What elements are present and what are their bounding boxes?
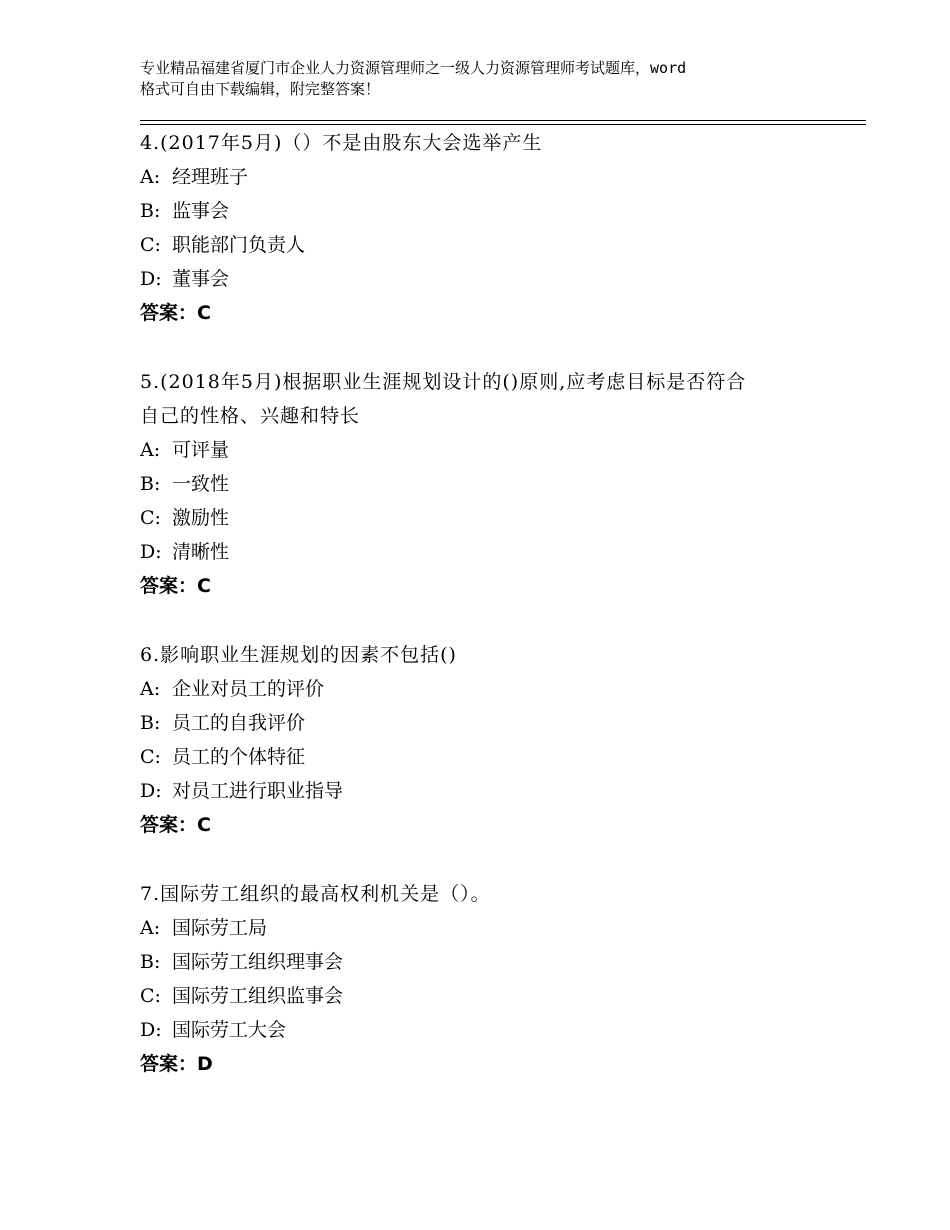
option-c: C: 员工的个体特征 xyxy=(140,746,306,768)
option-d: D: 国际劳工大会 xyxy=(140,1019,287,1041)
question-5 xyxy=(140,365,830,603)
answer: 答案：D xyxy=(140,1053,213,1075)
document-header xyxy=(140,58,840,100)
option-d: D: 董事会 xyxy=(140,268,230,290)
question-6 xyxy=(140,638,830,842)
answer: 答案：C xyxy=(140,814,211,836)
header-line-1: 专业精品福建省厦门市企业人力资源管理师之一级人力资源管理师考试题库，word xyxy=(140,59,687,77)
option-a: A: 国际劳工局 xyxy=(140,917,268,939)
header-divider-top xyxy=(140,120,866,121)
option-a: A: 可评量 xyxy=(140,439,230,461)
header-divider-bottom xyxy=(140,124,866,125)
option-d: D: 清晰性 xyxy=(140,541,230,563)
option-b: B: 国际劳工组织理事会 xyxy=(140,951,344,973)
answer: 答案：C xyxy=(140,302,211,324)
header-line-2: 格式可自由下载编辑，附完整答案！ xyxy=(140,80,381,98)
option-a: A: 经理班子 xyxy=(140,166,249,188)
question-title: 5.(2018年5月)根据职业生涯规划设计的()原则,应考虑目标是否符合 xyxy=(140,371,747,393)
question-7 xyxy=(140,877,830,1081)
option-c: C: 激励性 xyxy=(140,507,230,529)
option-b: B: 员工的自我评价 xyxy=(140,712,306,734)
option-d: D: 对员工进行职业指导 xyxy=(140,780,344,802)
option-c: C: 国际劳工组织监事会 xyxy=(140,985,344,1007)
question-title: 4.(2017年5月)（）不是由股东大会选举产生 xyxy=(140,132,543,154)
question-4 xyxy=(140,126,830,330)
option-b: B: 一致性 xyxy=(140,473,230,495)
option-a: A: 企业对员工的评价 xyxy=(140,678,325,700)
question-title-continued: 自己的性格、兴趣和特长 xyxy=(140,405,361,427)
option-b: B: 监事会 xyxy=(140,200,230,222)
question-title: 7.国际劳工组织的最高权利机关是（）。 xyxy=(140,883,491,905)
question-title: 6.影响职业生涯规划的因素不包括() xyxy=(140,644,457,666)
answer: 答案：C xyxy=(140,575,211,597)
option-c: C: 职能部门负责人 xyxy=(140,234,306,256)
